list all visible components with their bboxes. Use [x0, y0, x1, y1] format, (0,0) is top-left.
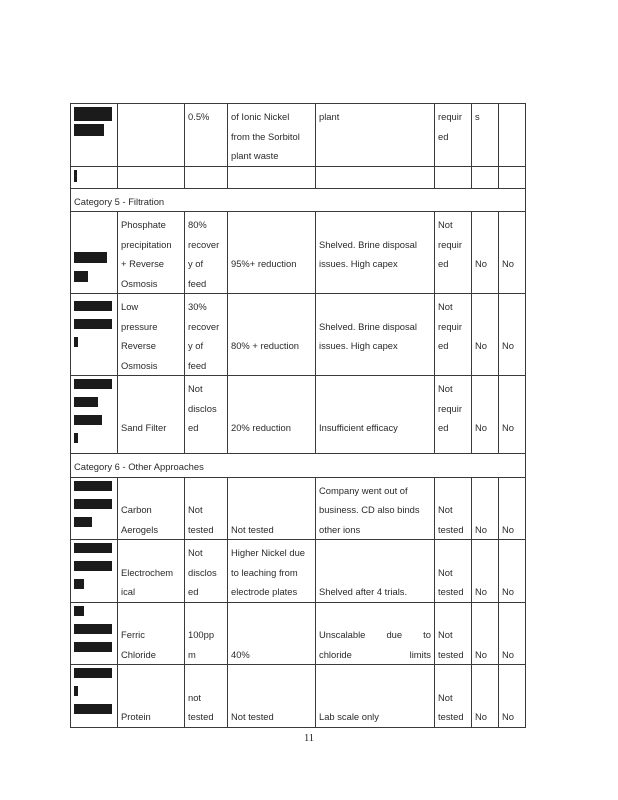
- table-cell: Lab scale only: [316, 665, 435, 728]
- redacted-cell: [71, 212, 118, 294]
- table-cell: Not tested: [435, 665, 472, 728]
- table-cell: [435, 166, 472, 188]
- table-cell: No: [499, 602, 526, 665]
- redaction-block: [74, 379, 112, 389]
- redacted-cell: [71, 477, 118, 540]
- redaction-block: [74, 319, 112, 329]
- table-row: [71, 212, 526, 294]
- table-cell: No: [472, 212, 499, 294]
- table-cell: Protein: [118, 665, 185, 728]
- table-row: [71, 602, 526, 665]
- table-row: [71, 376, 526, 454]
- table-cell: Sand Filter: [118, 376, 185, 454]
- table-cell: Phosphate precipitation + Reverse Osmosis: [118, 212, 185, 294]
- redaction-block: [74, 433, 78, 443]
- table-cell: 80% recover y of feed: [185, 212, 228, 294]
- table-cell: [118, 104, 185, 167]
- table-cell: 30% recover y of feed: [185, 294, 228, 376]
- redaction-block: [74, 642, 112, 652]
- table-cell: No: [472, 294, 499, 376]
- redacted-cell: [71, 166, 118, 188]
- table-cell: Ferric Chloride: [118, 602, 185, 665]
- redacted-cell: [71, 294, 118, 376]
- redacted-cell: [71, 104, 118, 167]
- table-cell: No: [472, 602, 499, 665]
- table-cell: Low pressure Reverse Osmosis: [118, 294, 185, 376]
- table-cell: No: [499, 294, 526, 376]
- redaction-block: [74, 606, 84, 616]
- table-cell: 0.5%: [185, 104, 228, 167]
- table-cell: Shelved. Brine disposal issues. High capex: [316, 294, 435, 376]
- table-cell: No: [472, 376, 499, 454]
- table-cell: Not tested: [435, 477, 472, 540]
- table-row: [71, 540, 526, 603]
- table-cell: No: [499, 376, 526, 454]
- redaction-block: [74, 107, 112, 121]
- redaction-block: [74, 686, 78, 696]
- table-row: [71, 104, 526, 167]
- table-cell: [499, 104, 526, 167]
- redaction-block: [74, 704, 112, 714]
- table-cell: Not tested: [185, 477, 228, 540]
- process-comparison-table: [70, 103, 526, 728]
- table-cell: 40%: [228, 602, 316, 665]
- table-row: [71, 166, 526, 188]
- category-heading: Category 5 - Filtration: [71, 188, 526, 212]
- redacted-cell: [71, 376, 118, 454]
- table-row: [71, 477, 526, 540]
- redaction-block: [74, 668, 112, 678]
- redaction-block: [74, 499, 112, 509]
- table-cell: Company went out of business. CD also binds other ions: [316, 477, 435, 540]
- redaction-block: [74, 481, 112, 491]
- redacted-cell: [71, 602, 118, 665]
- redaction-block: [74, 124, 104, 136]
- redacted-cell: [71, 665, 118, 728]
- table-cell: No: [499, 477, 526, 540]
- table-cell: Carbon Aerogels: [118, 477, 185, 540]
- redaction-block: [74, 517, 92, 527]
- table-cell: [118, 166, 185, 188]
- table-cell: No: [499, 540, 526, 603]
- table-row: [71, 665, 526, 728]
- table-cell: not tested: [185, 665, 228, 728]
- redaction-block: [74, 579, 84, 589]
- table-cell: 80% + reduction: [228, 294, 316, 376]
- redaction-block: [74, 561, 112, 571]
- table-cell: [499, 166, 526, 188]
- table-cell: Shelved. Brine disposal issues. High capex: [316, 212, 435, 294]
- redaction-block: [74, 415, 102, 425]
- table-cell: Not requir ed: [435, 212, 472, 294]
- table-cell: of Ionic Nickel from the Sorbitol plant waste: [228, 104, 316, 167]
- table-cell: Not disclos ed: [185, 376, 228, 454]
- table-cell: Not tested: [228, 477, 316, 540]
- table-cell: No: [472, 540, 499, 603]
- table-cell: Higher Nickel due to leaching from electrode plates: [228, 540, 316, 603]
- category-heading-row: [71, 454, 526, 478]
- redaction-block: [74, 624, 112, 634]
- table-cell: No: [499, 212, 526, 294]
- table-cell: [228, 166, 316, 188]
- table-cell: Insufficient efficacy: [316, 376, 435, 454]
- redaction-block: [74, 301, 112, 311]
- page-number: 11: [303, 733, 315, 744]
- category-heading-row: [71, 188, 526, 212]
- table-cell: [185, 166, 228, 188]
- redaction-block: [74, 252, 107, 263]
- table-cell: requir ed: [435, 104, 472, 167]
- table-cell: No: [472, 665, 499, 728]
- table-cell: s: [472, 104, 499, 167]
- redaction-block: [74, 543, 112, 553]
- table-cell: Not requir ed: [435, 376, 472, 454]
- table-cell: [316, 166, 435, 188]
- redaction-block: [74, 271, 88, 282]
- redaction-block: [74, 170, 77, 182]
- table-cell: Not requir ed: [435, 294, 472, 376]
- table-cell: Electrochem ical: [118, 540, 185, 603]
- table-cell: 20% reduction: [228, 376, 316, 454]
- table-cell: Unscalable due to chloride limits: [316, 602, 435, 665]
- redaction-block: [74, 397, 98, 407]
- category-heading: Category 6 - Other Approaches: [71, 454, 526, 478]
- table-cell: 100pp m: [185, 602, 228, 665]
- table-cell: 95%+ reduction: [228, 212, 316, 294]
- table-cell: [472, 166, 499, 188]
- redacted-cell: [71, 540, 118, 603]
- table-cell: Not tested: [435, 602, 472, 665]
- table-cell: plant: [316, 104, 435, 167]
- table-cell: Not tested: [228, 665, 316, 728]
- table-cell: No: [472, 477, 499, 540]
- redaction-block: [74, 337, 78, 347]
- table-row: [71, 294, 526, 376]
- table-cell: No: [499, 665, 526, 728]
- table-cell: Not disclos ed: [185, 540, 228, 603]
- table-cell: Not tested: [435, 540, 472, 603]
- table-cell: Shelved after 4 trials.: [316, 540, 435, 603]
